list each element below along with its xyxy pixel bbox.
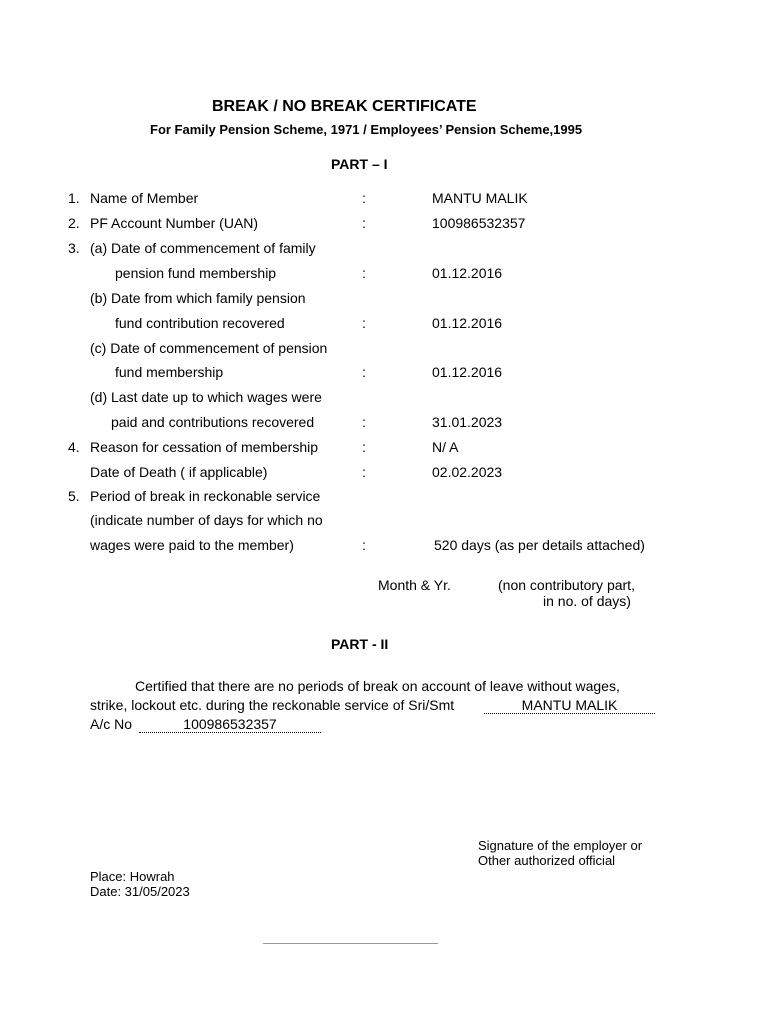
item-3d-line2: paid and contributions recovered: [111, 414, 315, 430]
signature-line2: Other authorized official: [478, 853, 616, 868]
item-3b-value: 01.12.2016: [432, 315, 503, 331]
part-one-heading: PART – I: [331, 156, 388, 172]
certification-line1: Certified that there are no periods of break on account of leave without wages,: [135, 678, 620, 694]
colon: :: [362, 190, 366, 206]
date-of-death-value: 02.02.2023: [432, 464, 503, 480]
date-text: Date: 31/05/2023: [90, 884, 190, 899]
certificate-title: BREAK / NO BREAK CERTIFICATE: [212, 98, 477, 115]
bottom-divider: [263, 943, 438, 944]
account-number-value: [139, 716, 321, 733]
item-3b-line2: fund contribution recovered: [115, 315, 285, 331]
break-period-line2: (indicate number of days for which no: [90, 512, 323, 528]
item-3c-line1: (c) Date of commencement of pension: [90, 340, 328, 356]
item-number-3: 3.: [68, 240, 80, 256]
certificate-subtitle: For Family Pension Scheme, 1971 / Employees’ Pension Scheme,1995: [150, 122, 583, 137]
item-number-1: 1.: [68, 190, 80, 206]
certification-line2: strike, lockout etc. during the reckonable service of Sri/Smt: [90, 697, 455, 713]
member-name-label: Name of Member: [90, 190, 199, 206]
colon: :: [362, 315, 366, 331]
cessation-reason-label: Reason for cessation of membership: [90, 439, 318, 455]
item-3c-value: 01.12.2016: [432, 364, 503, 380]
non-contributory-line2: in no. of days): [543, 593, 631, 609]
pf-account-value: 100986532357: [432, 215, 526, 231]
place-text: Place: Howrah: [90, 869, 175, 884]
break-period-line3: wages were paid to the member): [90, 537, 294, 553]
colon: :: [362, 464, 366, 480]
break-period-value: 520 days (as per details attached): [434, 537, 645, 553]
item-3c-line2: fund membership: [115, 364, 224, 380]
cessation-reason-value: N/ A: [432, 439, 459, 455]
certified-member-name-text: MANTU MALIK: [521, 697, 618, 713]
colon: :: [362, 265, 366, 281]
colon: :: [362, 215, 366, 231]
item-number-2: 2.: [68, 215, 80, 231]
account-number-value-text: 100986532357: [183, 716, 277, 732]
item-number-5: 5.: [68, 488, 80, 504]
pf-account-label: PF Account Number (UAN): [90, 215, 259, 231]
signature-line1: Signature of the employer or: [478, 838, 643, 853]
member-name-value: MANTU MALIK: [432, 190, 528, 206]
colon: :: [362, 364, 366, 380]
account-number-label: A/c No: [90, 716, 133, 732]
certified-member-name: [484, 697, 655, 714]
part-two-heading: PART - II: [331, 636, 389, 652]
colon: :: [362, 439, 366, 455]
colon: :: [362, 414, 366, 430]
item-3d-line1: (d) Last date up to which wages were: [90, 389, 322, 405]
item-number-4: 4.: [68, 439, 80, 455]
item-3a-value: 01.12.2016: [432, 265, 503, 281]
non-contributory-line1: (non contributory part,: [498, 577, 635, 593]
item-3b-line1: (b) Date from which family pension: [90, 290, 306, 306]
item-3a-line2: pension fund membership: [115, 265, 277, 281]
break-period-line1: Period of break in reckonable service: [90, 488, 321, 504]
colon: :: [362, 537, 366, 553]
month-year-label: Month & Yr.: [378, 577, 451, 593]
item-3a-line1: (a) Date of commencement of family: [90, 240, 316, 256]
date-of-death-label: Date of Death ( if applicable): [90, 464, 268, 480]
item-3d-value: 31.01.2023: [432, 414, 503, 430]
